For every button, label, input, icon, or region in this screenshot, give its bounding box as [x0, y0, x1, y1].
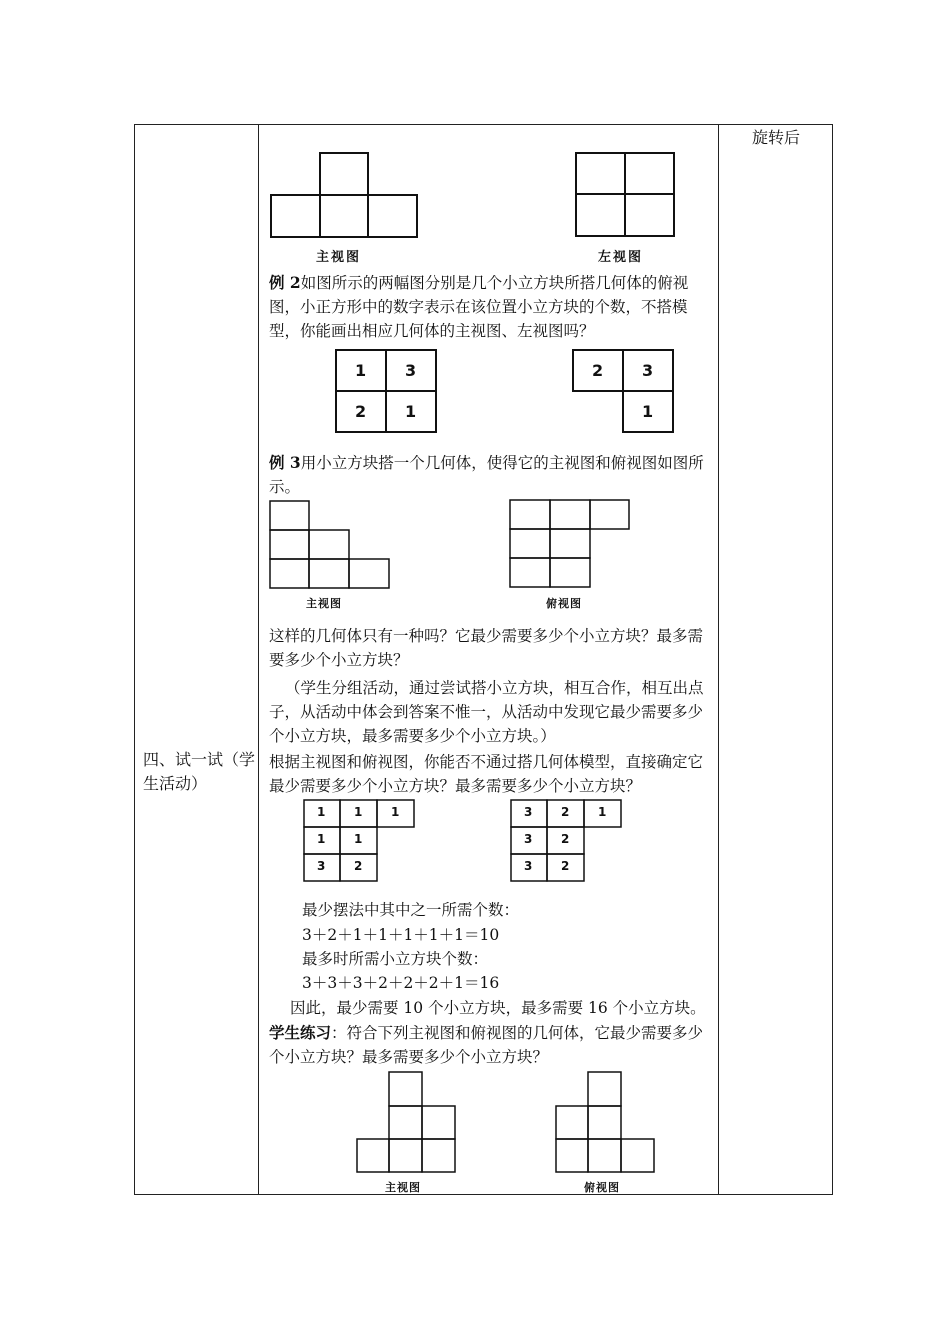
min-grid-cell: 1	[317, 832, 326, 846]
grid-a-cell: 1	[405, 402, 417, 421]
max-grid-cell: 3	[524, 859, 533, 873]
max-grid-cell: 2	[561, 805, 570, 819]
practice-main-caption: 主视图	[385, 1181, 421, 1194]
main-view-figure	[269, 152, 419, 238]
column-divider-2	[718, 125, 719, 1194]
min-grid-cell: 1	[354, 832, 363, 846]
practice-main-view	[356, 1071, 458, 1175]
min-label: 最少摆法中其中之一所需个数：	[302, 901, 520, 919]
left-view-figure	[575, 152, 675, 238]
left-view-caption: 左视图	[598, 250, 644, 265]
example2-label: 例 2	[269, 273, 301, 292]
example2-grid-a	[335, 349, 437, 433]
example3-question2: 根据主视图和俯视图，你能否不通过搭几何体模型，直接确定它最少需要多少个小立方块？最多需要多少个小立方块？	[269, 753, 704, 795]
max-grid-cell: 1	[598, 805, 607, 819]
max-grid-cell: 2	[561, 832, 570, 846]
example2-text	[269, 271, 711, 343]
max-grid-cell: 3	[524, 805, 533, 819]
grid-b-cell: 2	[592, 361, 604, 380]
grid-a-cell: 1	[355, 361, 367, 380]
practice-label: 学生练习	[269, 1023, 332, 1042]
example3-label: 例 3	[269, 453, 301, 472]
grid-a-cell: 3	[405, 361, 417, 380]
practice-top-view	[555, 1071, 657, 1175]
practice-body: ：符合下列主视图和俯视图的几何体，它最少需要多少个小立方块？最多需要多少个小立方块？	[269, 1024, 704, 1066]
max-grid-cell: 3	[524, 832, 533, 846]
grid-b-cell: 3	[642, 361, 654, 380]
grid-b-cell: 1	[642, 402, 654, 421]
min-grid-cell: 1	[354, 805, 363, 819]
grid-a-cell: 2	[355, 402, 367, 421]
example3-question: 这样的几何体只有一种吗？它最少需要多少个小立方块？最多需要多少个小立方块？	[269, 627, 704, 669]
example3-top-view	[509, 499, 631, 589]
max-grid-cell: 2	[561, 859, 570, 873]
min-grid-cell: 1	[317, 805, 326, 819]
conclusion: 因此，最少需要 10 个小立方块，最多需要 16 个小立方块。	[290, 999, 706, 1017]
example3-main-caption: 主视图	[306, 597, 342, 610]
column-divider-1	[258, 125, 259, 1194]
activity-label: 四、试一试（学生活动）	[143, 750, 256, 793]
rotation-note: 旋转后	[752, 128, 801, 147]
min-grid-cell: 1	[391, 805, 400, 819]
min-grid-cell: 2	[354, 859, 363, 873]
practice-text	[269, 1021, 711, 1069]
min-grid-cell: 3	[317, 859, 326, 873]
main-view-caption: 主视图	[316, 250, 362, 265]
practice-top-caption: 俯视图	[584, 1181, 620, 1194]
example2-grid-b	[572, 349, 674, 433]
example3-activity: （学生分组活动，通过尝试搭小立方块，相互合作，相互出点子，从活动中体会到答案不惟一，从活动中发现它最少需要多少个小立方块，最多需要多少个小立方块。）	[269, 679, 704, 745]
max-label: 最多时所需小立方块个数：	[302, 950, 489, 968]
max-formula: 3＋3＋3＋2＋2＋2＋1＝16	[302, 974, 500, 992]
example3-body: 用小立方块搭一个几何体，使得它的主视图和俯视图如图所示。	[269, 454, 704, 496]
example3-top-caption: 俯视图	[546, 597, 582, 610]
min-formula: 3＋2＋1＋1＋1＋1＋1＝10	[302, 926, 500, 944]
example3-text	[269, 451, 711, 499]
example2-body: 如图所示的两幅图分别是几个小立方块所搭几何体的俯视图，小正方形中的数字表示在该位置小立方块的个数，不搭模型，你能画出相应几何体的主视图、左视图吗？	[269, 274, 689, 340]
example3-main-view	[269, 500, 391, 590]
